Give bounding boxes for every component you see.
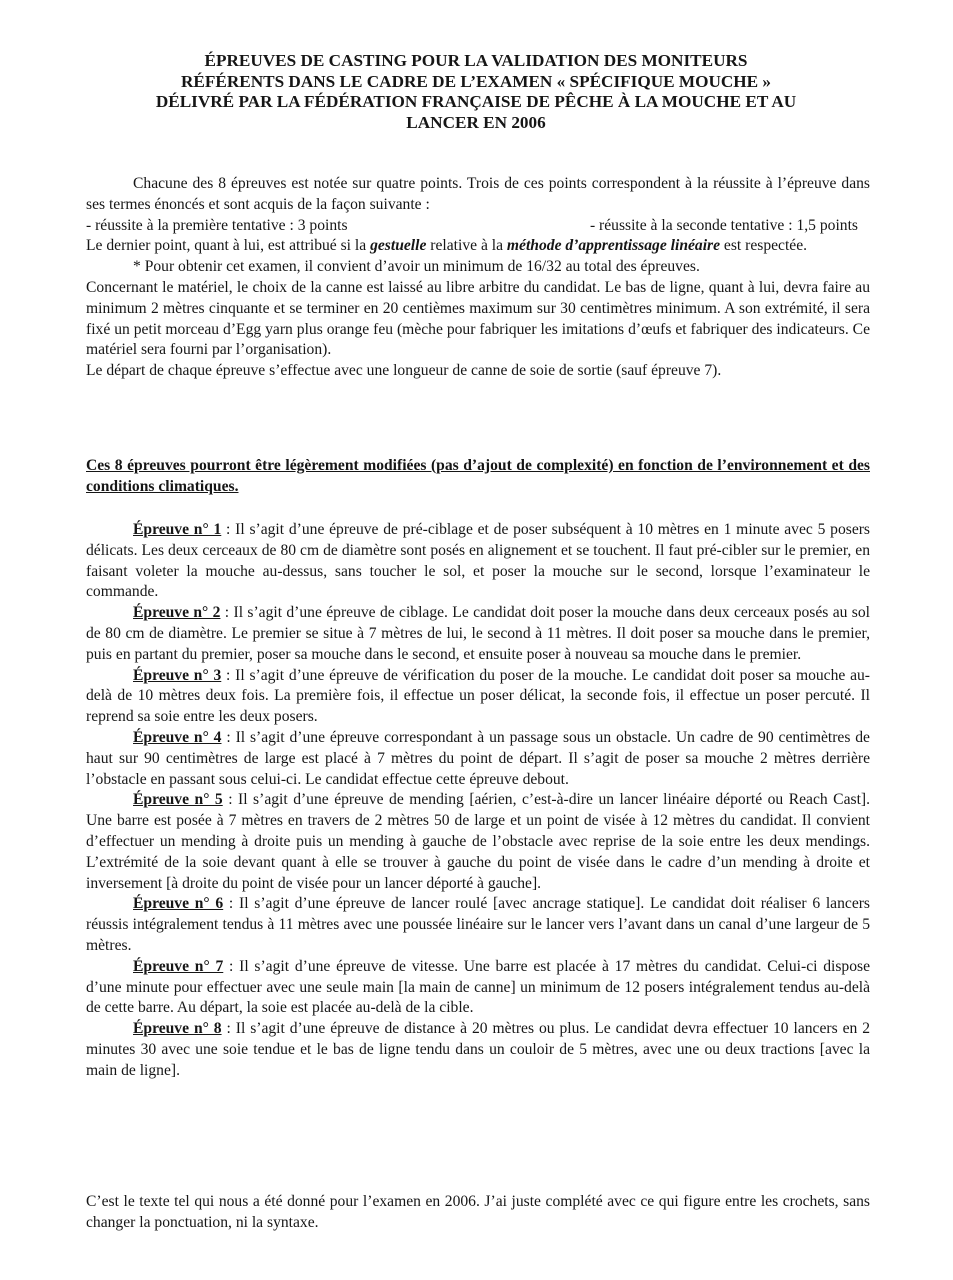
- first-try-score: - réussite à la première tentative : 3 points: [86, 216, 348, 234]
- epreuve-2-label: Épreuve n° 2: [133, 604, 221, 622]
- minimum-paragraph: * Pour obtenir cet examen, il convient d’avoir un minimum de 16/32 au total des épreuves.: [133, 258, 700, 276]
- epreuve-4: [86, 728, 870, 790]
- epreuve-7-text: : Il s’agit d’une épreuve de vitesse. Une barre est placée à 17 mètres du candidat. Celui-ci dispose d’une minute pour effectuer avec une seule main [la main de canne] un minimum de 12 posers intégralement tendus au-delà de cette barre. Au départ, la soie est placée au-delà de la cible.: [86, 957, 870, 1017]
- gestuelle-term: gestuelle: [370, 237, 427, 255]
- epreuve-6-label: Épreuve n° 6: [133, 895, 224, 913]
- epreuve-6-text: : Il s’agit d’une épreuve de lancer roulé [avec ancrage statique]. Le candidat doit réaliser 6 lancers réussis intégralement tendus à 11 mètres avec une poussée linéaire sur le lancer vers l’avant dans un canal d’une largeur de 5 mètres.: [86, 895, 870, 954]
- last-point-text-c: est respectée.: [720, 237, 808, 255]
- epreuve-5-text: : Il s’agit d’une épreuve de mending [aérien, c’est-à-dire un lancer linéaire déporté ou Reach Cast]. Une barre est posée à 7 mètres en travers de 2 mètres 50 de large et un point de visée à 12 mètres du candidat. Il convient d’effectuer un mending à droite puis un mending à gauche de l’obstacle avec reprise de la soie entre les deux mendings. L’extrémité de la soie devant quant à elle se trouver à gauche du point de visée dans le cadre d’un mending à droite et inversement [à droite du point de visée pour un lancer déporté à gauche].: [86, 791, 870, 892]
- epreuve-5-label: Épreuve n° 5: [133, 791, 223, 809]
- methode-term: méthode d’apprentissage linéaire: [506, 237, 721, 255]
- title-line-4: LANCER EN 2006: [406, 112, 546, 132]
- title-line-1: ÉPREUVES DE CASTING POUR LA VALIDATION DES MONITEURS: [204, 51, 748, 70]
- epreuve-3: [86, 666, 870, 728]
- epreuve-8-text: : Il s’agit d’une épreuve de distance à 20 mètres ou plus. Le candidat devra effectuer 10 lancers en 2 minutes 30 avec une soie tendue et le bas de ligne tendu dans un couloir de 5 mètres, avec une ou deux tractions [avec la main de ligne].: [86, 1020, 871, 1079]
- document-title: [80, 51, 872, 133]
- depart-paragraph: Le départ de chaque épreuve s’effectue avec une longueur de canne de soie de sortie (sauf épreuve 7).: [86, 362, 722, 380]
- title-line-3: DÉLIVRÉ PAR LA FÉDÉRATION FRANÇAISE DE PÊCHE À LA MOUCHE ET AU: [155, 92, 797, 112]
- title-line-2: RÉFÉRENTS DANS LE CADRE DE L’EXAMEN « SPÉCIFIQUE MOUCHE »: [180, 71, 772, 91]
- epreuve-1-label: Épreuve n° 1: [133, 521, 222, 538]
- scoring-line: [86, 216, 870, 237]
- epreuve-6: [86, 894, 870, 956]
- second-try-score: - réussite à la seconde tentative : 1,5 points: [589, 216, 858, 234]
- notice-section: [86, 456, 870, 498]
- epreuve-1-text: : Il s’agit d’une épreuve de pré-ciblage et de poser subséquent à 10 mètres en 1 minute avec 5 posers délicats. Les deux cerceaux de 80 cm de diamètre sont posés en alignement et se touchent. Il faut pré-cibler sur le premier, en faisant voleter la mouche au-dessus, sans toucher le sol, et poser la mouche sur le second, lorsque l’examinateur le commande.: [86, 521, 871, 601]
- last-point-paragraph: [86, 236, 870, 257]
- epreuve-7-label: Épreuve n° 7: [133, 957, 224, 975]
- epreuves-section: [86, 520, 870, 1082]
- epreuve-4-label: Épreuve n° 4: [133, 728, 222, 746]
- last-point-text-b: relative à la: [426, 237, 507, 255]
- epreuve-4-text: : Il s’agit d’une épreuve correspondant à un passage sous un obstacle. Un cadre de 90 centimètres de haut sur 90 centimètres de large est placé à 7 mètres du point de départ. Il s’agit de poser sa mouche 2 mètres derrière l’obstacle en passant sous celui-ci. Le candidat effectue cette épreuve debout.: [86, 728, 870, 788]
- epreuve-1: [86, 520, 870, 603]
- epreuve-2: [86, 603, 870, 665]
- epreuve-8: [86, 1019, 870, 1081]
- intro-paragraph: Chacune des 8 épreuves est notée sur quatre points. Trois de ces points correspondent à la réussite à l’épreuve dans ses termes énoncés et sont acquis de la façon suivante :: [86, 175, 870, 213]
- modification-notice: Ces 8 épreuves pourront être légèrement modifiées (pas d’ajout de complexité) en fonction de l’environnement et des conditions climatiques.: [86, 457, 870, 495]
- epreuve-3-label: Épreuve n° 3: [133, 666, 222, 684]
- epreuve-2-text: : Il s’agit d’une épreuve de ciblage. Le candidat doit poser la mouche dans deux cerceaux posés au sol de 80 cm de diamètre. Le premier se situe à 7 mètres de lui, le second à 11 mètres. Il doit poser sa mouche dans le premier, puis en partant du premier, poser sa mouche dans le second, et ensuite poser à nouveau sa mouche dans le premier.: [86, 604, 870, 663]
- epreuve-7: [86, 957, 870, 1019]
- epreuve-8-label: Épreuve n° 8: [133, 1020, 222, 1038]
- closing-paragraph: C’est le texte tel qui nous a été donné pour l’examen en 2006. J’ai juste complété avec ce qui figure entre les crochets, sans changer la ponctuation, ni la syntaxe.: [86, 1193, 870, 1231]
- intro-section: [86, 174, 870, 382]
- last-point-text-a: Le dernier point, quant à lui, est attribué si la: [86, 237, 371, 255]
- epreuve-3-text: : Il s’agit d’une épreuve de vérification du poser de la mouche. Le candidat doit poser sa mouche au-delà de 10 mètres deux fois. La première fois, il effectue un poser délicat, la seconde fois, il effectue un poser percuté. Il reprend sa soie entre les deux posers.: [86, 666, 871, 726]
- epreuve-5: [86, 790, 870, 894]
- closing-section: [86, 1192, 870, 1234]
- materiel-paragraph: Concernant le matériel, le choix de la canne est laissé au libre arbitre du candidat. Le bas de ligne, quant à lui, devra faire au minimum 2 mètres cinquante et se terminer en 20 centièmes maximum sur 30 centimètres minimum. A son extrémité, il sera fixé un petit morceau d’Egg yarn plus orange feu (mèche pour fabriquer les imitations d’œufs et fabriquer des indicateurs. Ce matériel sera fourni par l’organisation).: [86, 278, 870, 359]
